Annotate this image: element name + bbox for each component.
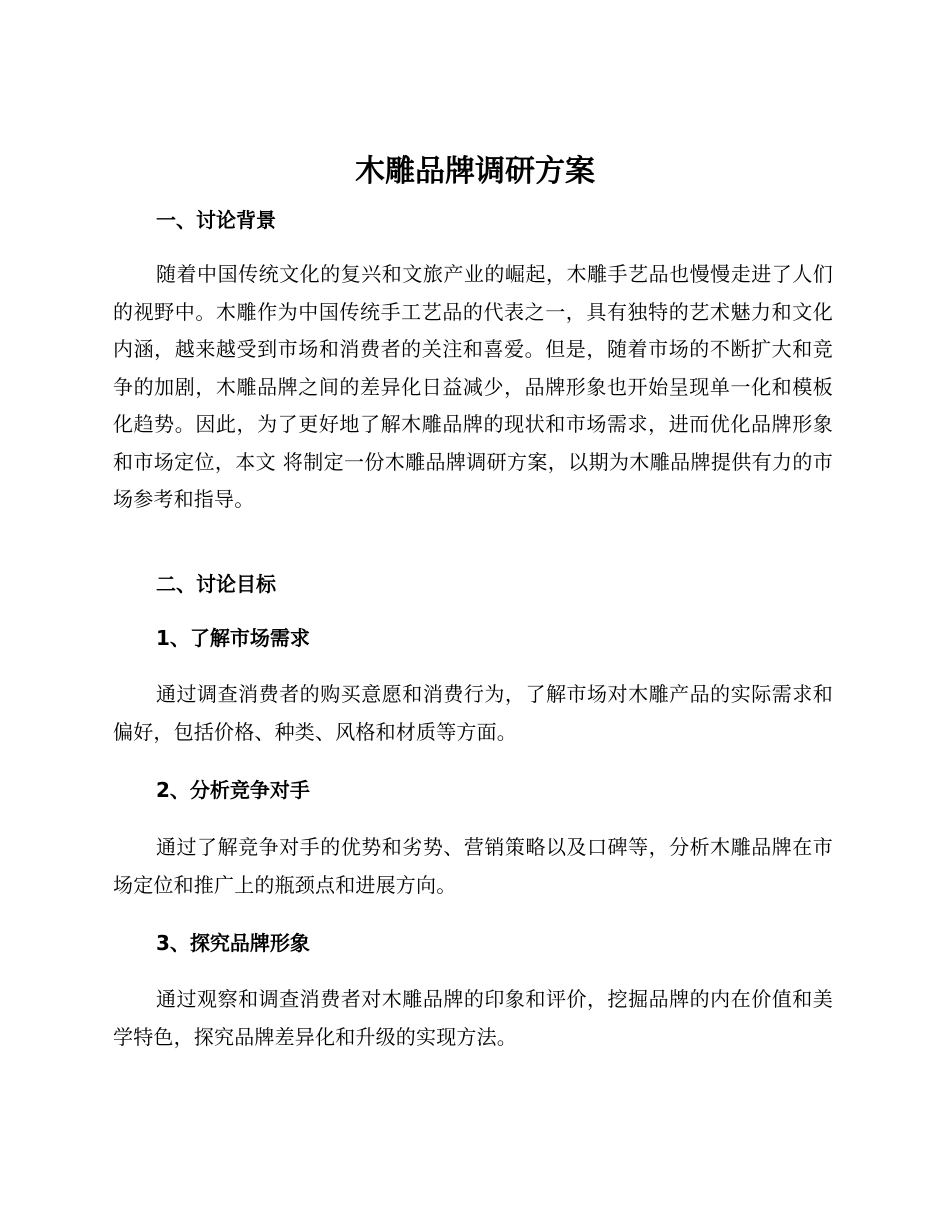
section-paragraph-brand-image: 通过观察和调查消费者对木雕品牌的印象和评价，挖掘品牌的内在价值和美学特色，探究品牌差异化和升级的实现方法。 (113, 987, 833, 1049)
section-heading-brand-image: 3、探究品牌形象 (156, 931, 310, 955)
section-heading-market-demand: 1、了解市场需求 (156, 626, 310, 650)
section-heading-background: 一、讨论背景 (156, 208, 276, 232)
document-title: 木雕品牌调研方案 (355, 154, 595, 189)
section-heading-competitors: 2、分析竞争对手 (156, 778, 310, 802)
section-paragraph-competitors: 通过了解竞争对手的优势和劣势、营销策略以及口碑等，分析木雕品牌在市场定位和推广上的瓶颈点和进展方向。 (113, 835, 833, 897)
section-paragraph-background: 随着中国传统文化的复兴和文旅产业的崛起，木雕手艺品也慢慢走进了人们的视野中。木雕作为中国传统手工艺品的代表之一，具有独特的艺术魅力和文化内涵，越来越受到市场和消费者的关注和喜爱。但是，随着市场的不断扩大和竞争的加剧，木雕品牌之间的差异化日益减少，品牌形象也开始呈现单一化和模板化趋势。因此，为了更好地了解木雕品牌的现状和市场需求，进而优化品牌形象和市场定位，本文 将制定一份木雕品牌调研方案，以期为木雕品牌提供有力的市场参考和指导。 (113, 262, 833, 511)
section-paragraph-market-demand: 通过调查消费者的购买意愿和消费行为，了解市场对木雕产品的实际需求和偏好，包括价格、种类、风格和材质等方面。 (113, 682, 833, 744)
section-heading-goals: 二、讨论目标 (156, 572, 276, 596)
